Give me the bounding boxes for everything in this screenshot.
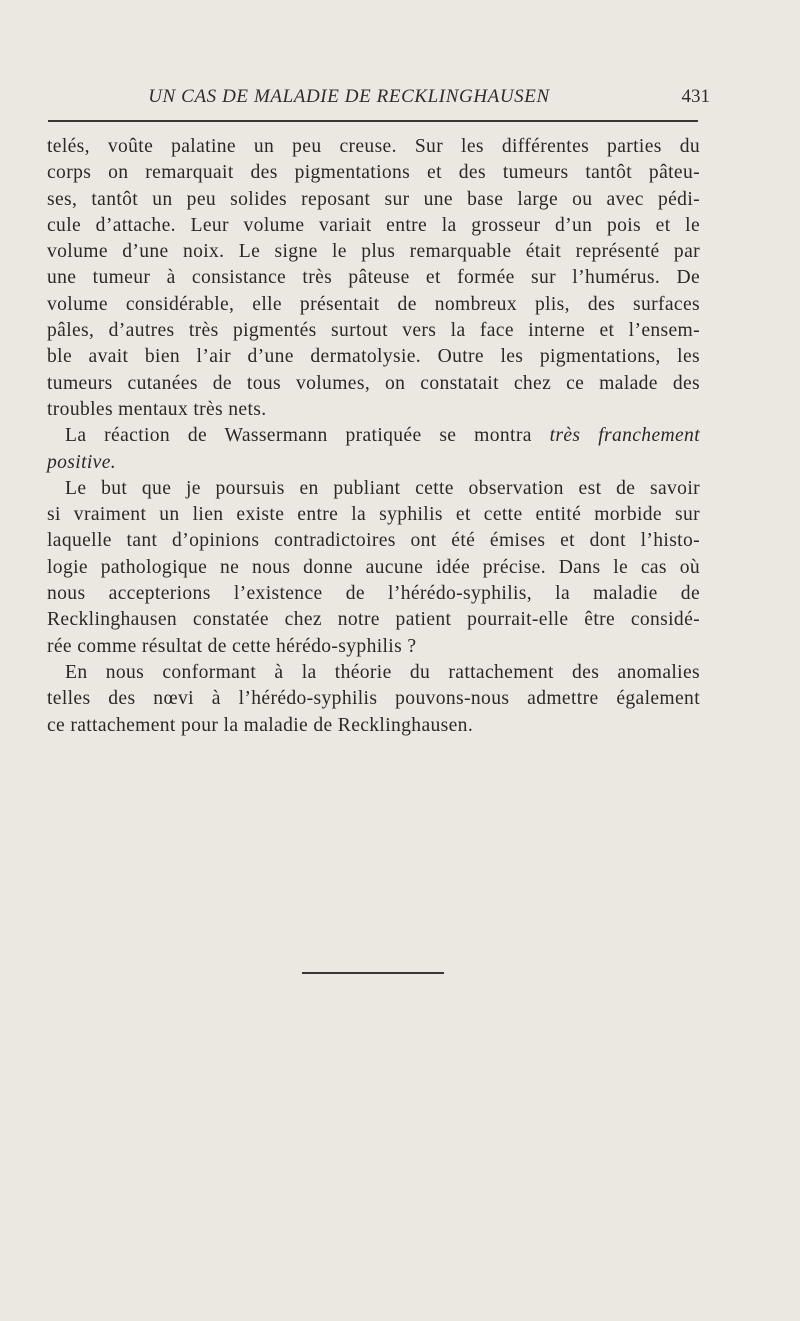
text-line: rée comme résultat de cette hérédo-syphilis ? [47, 635, 417, 657]
text-run: La réaction de Wassermann pratiquée se montra [65, 425, 550, 447]
text-line: nous accepterions l’existence de l’hérédo-syphilis, la maladie de [47, 583, 700, 605]
text-line: ble avait bien l’air d’une dermatolysie. Outre les pigmentations, les [47, 346, 700, 368]
text-line: ses, tantôt un peu solides reposant sur une base large ou avec pédi- [47, 188, 700, 210]
italic-emphasis: positive. [47, 451, 116, 473]
page-number: 431 [681, 86, 710, 107]
text-line: si vraiment un lien existe entre la syphilis et cette entité morbide sur [47, 504, 700, 526]
text-line: Recklinghausen constatée chez notre patient pourrait-elle être considé- [47, 609, 700, 631]
text-line: volume considérable, elle présentait de nombreux plis, des surfaces [47, 293, 700, 315]
text-line: troubles mentaux très nets. [47, 398, 267, 420]
text-line: pâles, d’autres très pigmentés surtout vers la face interne et l’ensem- [47, 320, 700, 342]
body-text [47, 134, 700, 739]
text-line [47, 450, 700, 476]
italic-emphasis: très franchement [549, 425, 700, 447]
text-line: En nous conformant à la théorie du rattachement des anomalies [65, 661, 700, 683]
text-line: une tumeur à consistance très pâteuse et formée sur l’humérus. De [47, 267, 700, 289]
text-line: cule d’attache. Leur volume variait entre la grosseur d’un pois et le [47, 214, 700, 236]
text-line: tumeurs cutanées de tous volumes, on constatait chez ce malade des [47, 372, 700, 394]
text-line: telés, voûte palatine un peu creuse. Sur les différentes parties du [47, 136, 700, 157]
text-line: corps on remarquait des pigmentations et des tumeurs tantôt pâteu- [47, 162, 700, 184]
text-line: logie pathologique ne nous donne aucune idée précise. Dans le cas où [47, 556, 700, 578]
text-line: volume d’une noix. Le signe le plus remarquable était représenté par [47, 241, 700, 263]
header-rule [48, 120, 698, 122]
running-head [48, 86, 710, 112]
text-line: Le but que je poursuis en publiant cette observation est de savoir [65, 477, 700, 499]
text-line: telles des nœvi à l’hérédo-syphilis pouvons-nous admettre également [47, 688, 700, 710]
end-rule [302, 972, 444, 974]
text-line: laquelle tant d’opinions contradictoires ont été émises et dont l’histo- [47, 530, 700, 552]
text-line [47, 423, 700, 449]
running-title: UN CAS DE MALADIE DE RECKLINGHAUSEN [148, 86, 550, 107]
text-line: ce rattachement pour la maladie de Recklinghausen. [47, 714, 474, 736]
